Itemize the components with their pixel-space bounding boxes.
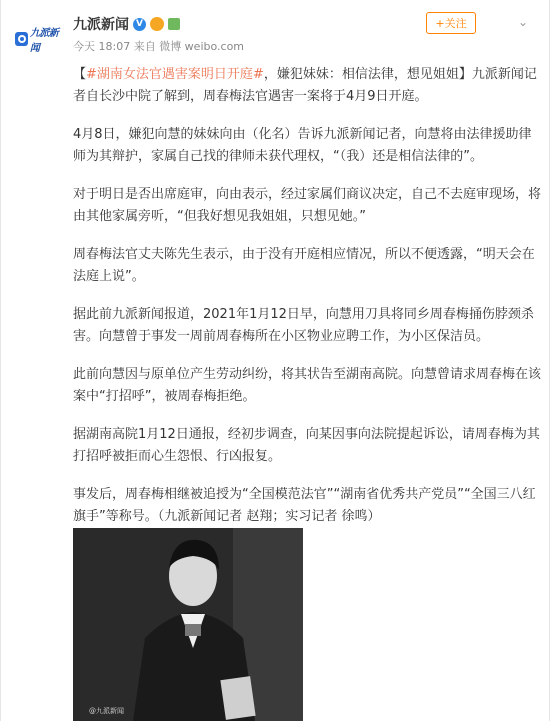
image-watermark: @九派新闻 (89, 707, 124, 715)
topic-link[interactable]: #湖南女法官遇害案明日开庭# (86, 67, 264, 82)
paragraph-7: 据湖南高院1月12日通报，经初步调查，向某因事向法院提起诉讼，请周春梅为其打招呼被拒而心生怨恨、行凶报复。 (73, 427, 540, 464)
portrait-photo (73, 528, 303, 721)
open-bracket: 【 (73, 67, 87, 82)
more-options-icon[interactable]: ⌄ (517, 15, 529, 29)
post-image[interactable] (73, 528, 303, 721)
paragraph-6: 此前向慧因与原单位产生劳动纠纷，将其状告至湖南高院。向慧曾请求周春梅在该案中“打招呼”，被周春梅拒绝。 (73, 367, 542, 404)
logo-mark-icon (15, 32, 28, 46)
paragraph-5: 据此前九派新闻报道，2021年1月12日早，向慧用刀具将同乡周春梅捅伤脖颈杀害。向慧曾于事发一周前周春梅所在小区物业应聘工作，为小区保洁员。 (73, 307, 534, 344)
verified-icon: V (133, 18, 146, 31)
paragraph-3: 对于明日是否出席庭审，向由表示，经过家属们商议决定，自己不去庭审现场，将由其他家属旁听，“但我好想见我姐姐，只想见她。” (73, 187, 542, 224)
follow-button[interactable]: +关注 (426, 12, 476, 34)
avatar-logo-text: 九派新闻 (29, 28, 59, 54)
paragraph-4: 周春梅法官丈夫陈先生表示，由于没有开庭相应情况，所以不便透露，“明天会在法庭上说”。 (73, 247, 535, 284)
avatar[interactable] (15, 18, 65, 60)
jiupai-logo (15, 24, 65, 54)
paragraph-1 (73, 64, 543, 108)
paragraph-1-text: ，嫌犯妹妹：相信法律，想见姐姐】九派新闻记者自长沙中院了解到，周春梅法官遇害一案将于4月9日开庭。 (73, 67, 537, 104)
account-name-row (73, 14, 180, 34)
paragraph-8: 事发后，周春梅相继被追授为“全国模范法官”“湖南省优秀共产党员”“全国三八红旗手”等称号。（九派新闻记者 赵翔；实习记者 徐鸣） (73, 487, 536, 524)
post-meta: 今天 18:07 来自 微博 weibo.com (73, 40, 245, 53)
post-body (73, 64, 543, 544)
level-badge-icon (168, 18, 180, 30)
paragraph-2: 4月8日，嫌犯向慧的妹妹向由（化名）告诉九派新闻记者，向慧将由法律援助律师为其辩护，家属自己找的律师未获代理权，“（我）还是相信法律的”。 (73, 127, 532, 164)
account-name[interactable]: 九派新闻 (73, 17, 129, 33)
member-badge-icon (150, 17, 164, 31)
